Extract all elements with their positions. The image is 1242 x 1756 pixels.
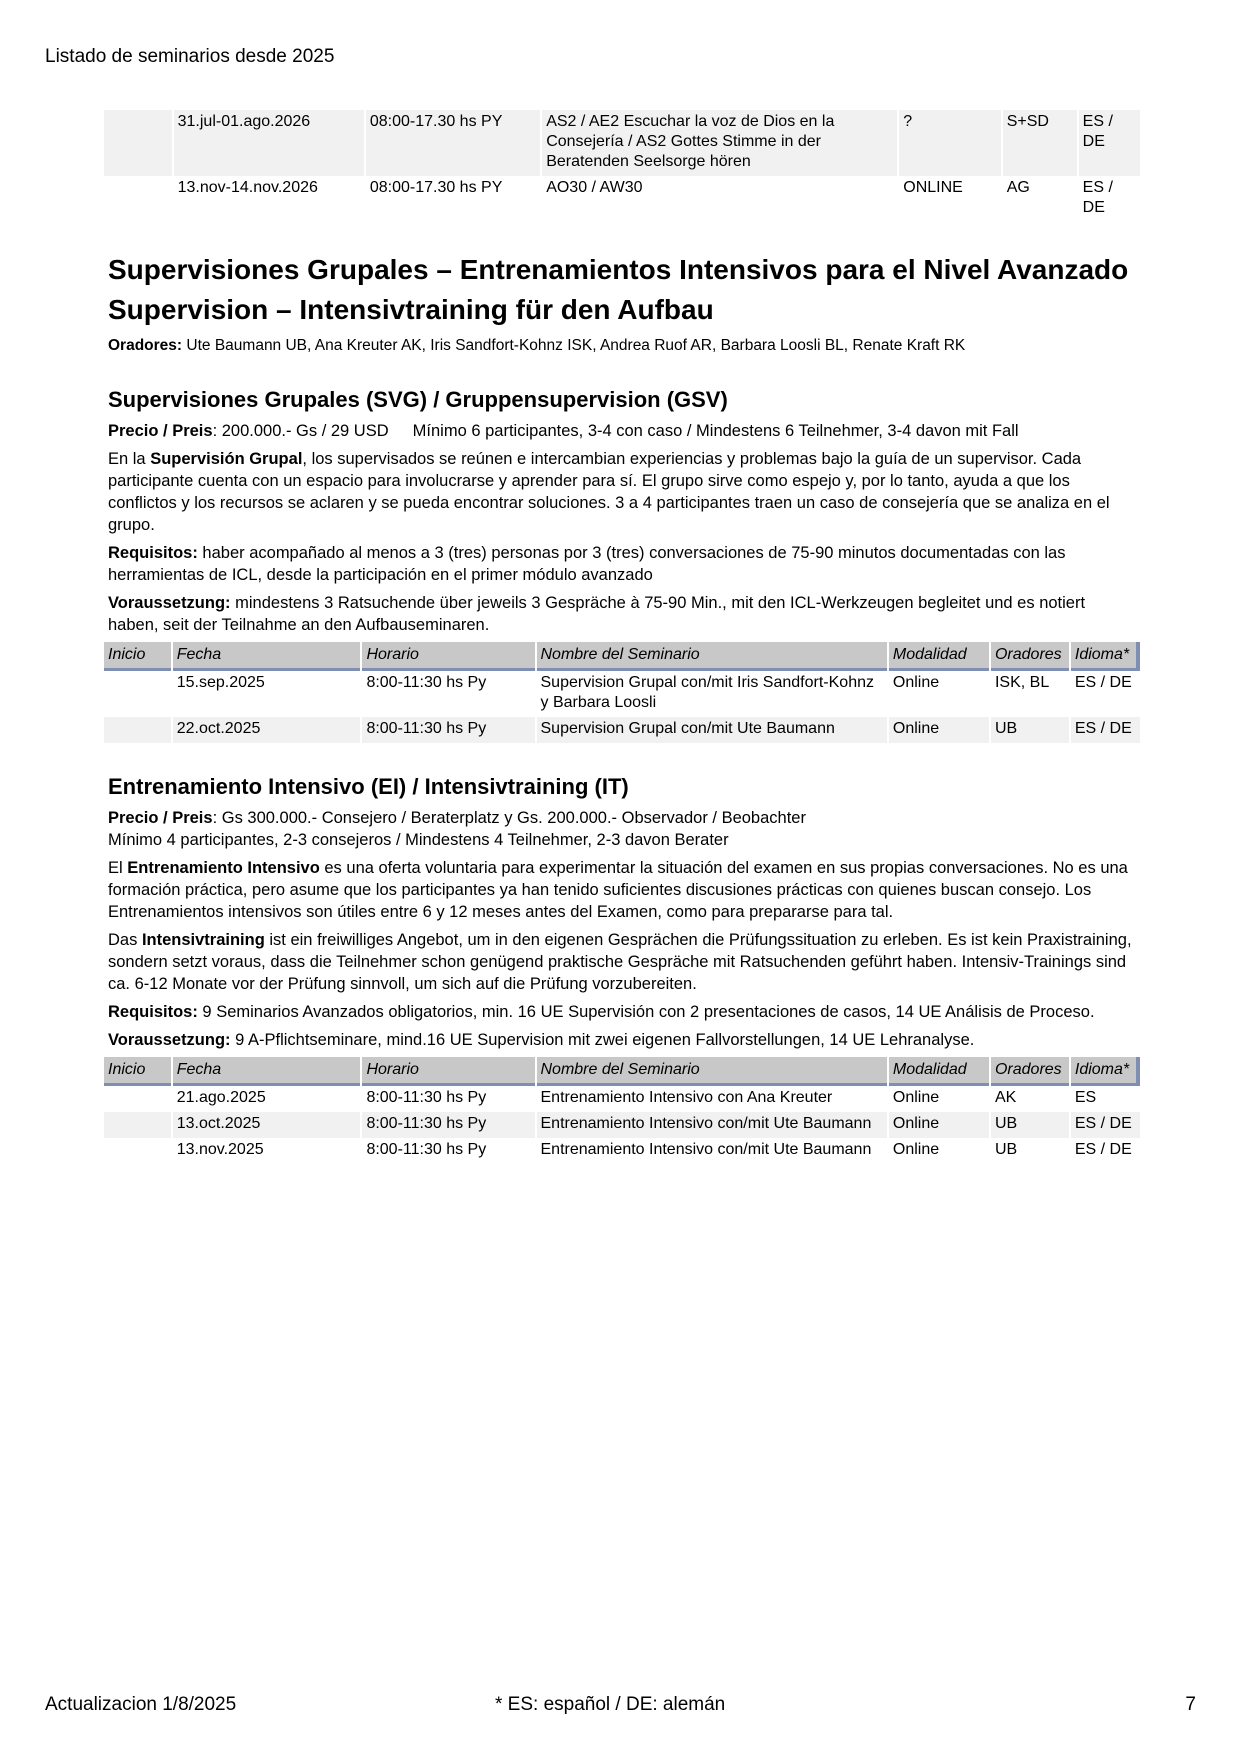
cell-idioma: ES / DE	[1079, 110, 1140, 176]
svg-desc-pre: En la	[108, 450, 151, 468]
table-row	[104, 176, 1140, 222]
ei-es-post: es una oferta voluntaria para experimentar la situación del examen en sus propias conversaciones. No es una formación práctica, pero asume que los participantes ya han tenido suficientes discusiones prácticas con quienes buscan consejo. Los Entrenamientos intensivos son útiles entre 6 y 12 meses antes del Examen, como para prepararse para tal.	[108, 859, 1128, 921]
svg-vor-text: mindestens 3 Ratsuchende über jeweils 3 Gespräche à 75-90 Min., mit den ICL-Werkzeugen begleitet und es notiert haben, seit der Teilnahme an den Aufbauseminaren.	[108, 594, 1086, 634]
cell-fecha: 22.oct.2025	[173, 717, 361, 743]
header-oradores: Oradores	[991, 642, 1069, 671]
table-row	[104, 1112, 1140, 1138]
cell-horario: 08:00-17.30 hs PY	[369, 179, 503, 196]
cell-modalidad: Online	[889, 717, 989, 743]
cell-oradores: AK	[994, 1089, 1017, 1106]
cell-modalidad: ?	[899, 110, 1000, 176]
header-horario: Horario	[362, 642, 534, 671]
svg-req-text: haber acompañado al menos a 3 (tres) personas por 3 (tres) conversaciones de 75-90 minutos documentadas con las herramientas de ICL, desde la participación en el primer módulo avanzado	[108, 544, 1066, 584]
cell-idioma: ES / DE	[1082, 179, 1113, 216]
svg-vor-label: Voraussetzung:	[108, 594, 231, 612]
seminar-table-2026	[102, 110, 1142, 222]
cell-inicio	[104, 1138, 171, 1164]
cell-modalidad: Online	[892, 1141, 940, 1158]
cell-nombre: Supervision Grupal con/mit Iris Sandfort-Kohnz y Barbara Loosli	[540, 674, 874, 711]
cell-oradores: ISK, BL	[994, 674, 1050, 691]
ei-es-bold: Entrenamiento Intensivo	[127, 859, 320, 877]
svg-price-line	[108, 420, 1136, 442]
cell-idioma: ES / DE	[1074, 1141, 1132, 1158]
cell-modalidad: Online	[892, 674, 940, 691]
svg-minimum: Mínimo 6 participantes, 3-4 con caso / Mindestens 6 Teilnehmer, 3-4 davon mit Fall	[412, 422, 1019, 440]
speakers-line	[108, 336, 1136, 356]
section-title-es: Supervisiones Grupales – Entrenamientos Intensivos para el Nivel Avanzado	[108, 254, 1129, 285]
header-idioma: Idioma*	[1071, 1057, 1140, 1086]
cell-inicio	[104, 1112, 171, 1138]
ei-de-pre: Das	[108, 931, 142, 949]
cell-fecha: 13.oct.2025	[173, 1112, 361, 1138]
ei-de-bold: Intensivtraining	[141, 931, 265, 949]
cell-inicio	[104, 176, 172, 222]
ei-price-label: Precio / Preis	[108, 809, 213, 827]
cell-horario: 8:00-11:30 hs Py	[362, 1112, 534, 1138]
header-fecha: Fecha	[173, 1057, 361, 1086]
header-idioma: Idioma*	[1071, 642, 1140, 671]
ei-req-text: 9 Seminarios Avanzados obligatorios, min. 16 UE Supervisión con 2 presentaciones de casos, 14 UE Análisis de Proceso.	[197, 1003, 1095, 1021]
header-modalidad: Modalidad	[889, 642, 989, 671]
table-header-row	[104, 642, 1140, 671]
svg-price-label: Precio / Preis	[108, 422, 213, 440]
svg-voraussetzung	[108, 592, 1136, 636]
table-row	[104, 717, 1140, 743]
cell-idioma: ES / DE	[1071, 1112, 1140, 1138]
table-row	[104, 1086, 1140, 1112]
cell-oradores: S+SD	[1003, 110, 1077, 176]
svg-requisitos	[108, 542, 1136, 586]
ei-minimum: Mínimo 4 participantes, 2-3 consejeros / Mindestens 4 Teilnehmer, 2-3 davon Berater	[108, 831, 729, 849]
cell-nombre: Entrenamiento Intensivo con/mit Ute Baumann	[540, 1141, 872, 1158]
header-modalidad: Modalidad	[889, 1057, 989, 1086]
table-row	[104, 110, 1140, 176]
ei-requisitos	[108, 1001, 1136, 1023]
cell-oradores: UB	[994, 1141, 1018, 1158]
svg-description	[108, 448, 1136, 536]
cell-idioma: ES	[1074, 1089, 1097, 1106]
footer-updated: Actualizacion 1/8/2025	[45, 1694, 237, 1715]
ei-es-pre: El	[108, 859, 128, 877]
header-fecha: Fecha	[173, 642, 361, 671]
cell-inicio	[104, 717, 171, 743]
header-inicio: Inicio	[104, 1057, 171, 1086]
ei-vor-label: Voraussetzung:	[108, 1031, 231, 1049]
cell-oradores: UB	[991, 1112, 1069, 1138]
header-nombre: Nombre del Seminario	[537, 1057, 887, 1086]
cell-horario: 8:00-11:30 hs Py	[362, 717, 534, 743]
cell-nombre: AO30 / AW30	[546, 179, 643, 196]
header-horario: Horario	[362, 1057, 534, 1086]
cell-inicio	[104, 1086, 171, 1112]
ei-description-de	[108, 929, 1136, 995]
svg-table	[102, 642, 1142, 743]
cell-nombre: Supervision Grupal con/mit Ute Baumann	[537, 717, 887, 743]
ei-table	[102, 1057, 1142, 1164]
cell-horario: 8:00-11:30 hs Py	[366, 1089, 487, 1106]
header-nombre: Nombre del Seminario	[537, 642, 887, 671]
cell-horario: 08:00-17.30 hs PY	[366, 110, 540, 176]
cell-idioma: ES / DE	[1074, 674, 1132, 691]
cell-modalidad: Online	[889, 1112, 989, 1138]
speakers-list: Ute Baumann UB, Ana Kreuter AK, Iris Sandfort-Kohnz ISK, Andrea Ruof AR, Barbara Loosli BL, Renate Kraft RK	[182, 337, 966, 354]
cell-fecha: 13.nov.2025	[176, 1141, 264, 1158]
cell-idioma: ES / DE	[1071, 717, 1140, 743]
svg-desc-post: , los supervisados se reúnen e intercambian experiencias y problemas bajo la guía de un supervisor. Cada participante cuenta con un espacio para involucrarse y aprender para sí. El grupo sirve como espejo y, por lo tanto, ayuda a que los conflictos y los recursos se aclaren y se pueda encontrar soluciones. 3 a 4 participantes traen un caso de consejería que se analiza en el grupo.	[108, 450, 1110, 534]
cell-modalidad: ONLINE	[903, 179, 963, 196]
cell-oradores: UB	[991, 717, 1069, 743]
ei-description-es	[108, 857, 1136, 923]
ei-heading: Entrenamiento Intensivo (EI) / Intensivtraining (IT)	[108, 774, 629, 799]
page-number: 7	[1185, 1694, 1196, 1715]
svg-req-label: Requisitos:	[108, 544, 198, 562]
cell-fecha: 21.ago.2025	[176, 1089, 266, 1106]
header-oradores: Oradores	[991, 1057, 1069, 1086]
footer-language-note: * ES: español / DE: alemán	[495, 1694, 726, 1715]
cell-nombre: Entrenamiento Intensivo con Ana Kreuter	[540, 1089, 833, 1106]
cell-nombre: Entrenamiento Intensivo con/mit Ute Baumann	[537, 1112, 887, 1138]
speakers-label: Oradores:	[108, 337, 183, 354]
table-row	[104, 671, 1140, 717]
ei-price-line	[108, 807, 1136, 851]
cell-oradores: AG	[1006, 179, 1030, 196]
ei-voraussetzung	[108, 1029, 1136, 1051]
ei-price-value: : Gs 300.000.- Consejero / Beraterplatz y Gs. 200.000.- Observador / Beobachter	[212, 809, 806, 827]
cell-inicio	[104, 671, 171, 717]
ei-vor-text: 9 A-Pflichtseminare, mind.16 UE Supervision mit zwei eigenen Fallvorstellungen, 14 UE Lehranalyse.	[230, 1031, 975, 1049]
ei-de-post: ist ein freiwilliges Angebot, um in den eigenen Gesprächen die Prüfungssituation zu erleben. Es ist kein Praxistraining, sondern setzt voraus, dass die Teilnehmer schon genügend praktische Gespräche mit Ratsuchenden geführt haben. Intensiv-Trainings sind ca. 6-12 Monate vor der Prüfung sinnvoll, um sich auf die Prüfung vorzubereiten.	[108, 931, 1132, 993]
svg-desc-bold: Supervisión Grupal	[150, 450, 303, 468]
page-header: Listado de seminarios desde 2025	[45, 46, 335, 67]
cell-horario: 8:00-11:30 hs Py	[366, 1141, 487, 1158]
cell-fecha: 13.nov-14.nov.2026	[177, 179, 318, 196]
cell-nombre: AS2 / AE2 Escuchar la voz de Dios en la Consejería / AS2 Gottes Stimme in der Beratenden Seelsorge hören	[542, 110, 897, 176]
svg-heading: Supervisiones Grupales (SVG) / Gruppensupervision (GSV)	[108, 387, 728, 412]
ei-req-label: Requisitos:	[108, 1003, 198, 1021]
cell-fecha: 15.sep.2025	[176, 674, 265, 691]
header-inicio: Inicio	[104, 642, 171, 671]
svg-price-value: : 200.000.- Gs / 29 USD	[212, 422, 389, 440]
page-content	[104, 110, 1140, 1164]
cell-inicio	[104, 110, 172, 176]
cell-fecha: 31.jul-01.ago.2026	[174, 110, 364, 176]
table-row	[104, 1138, 1140, 1164]
table-header-row	[104, 1057, 1140, 1086]
section-title-de: Supervision – Intensivtraining für den Aufbau	[108, 294, 714, 325]
cell-horario: 8:00-11:30 hs Py	[366, 674, 487, 691]
cell-modalidad: Online	[892, 1089, 940, 1106]
